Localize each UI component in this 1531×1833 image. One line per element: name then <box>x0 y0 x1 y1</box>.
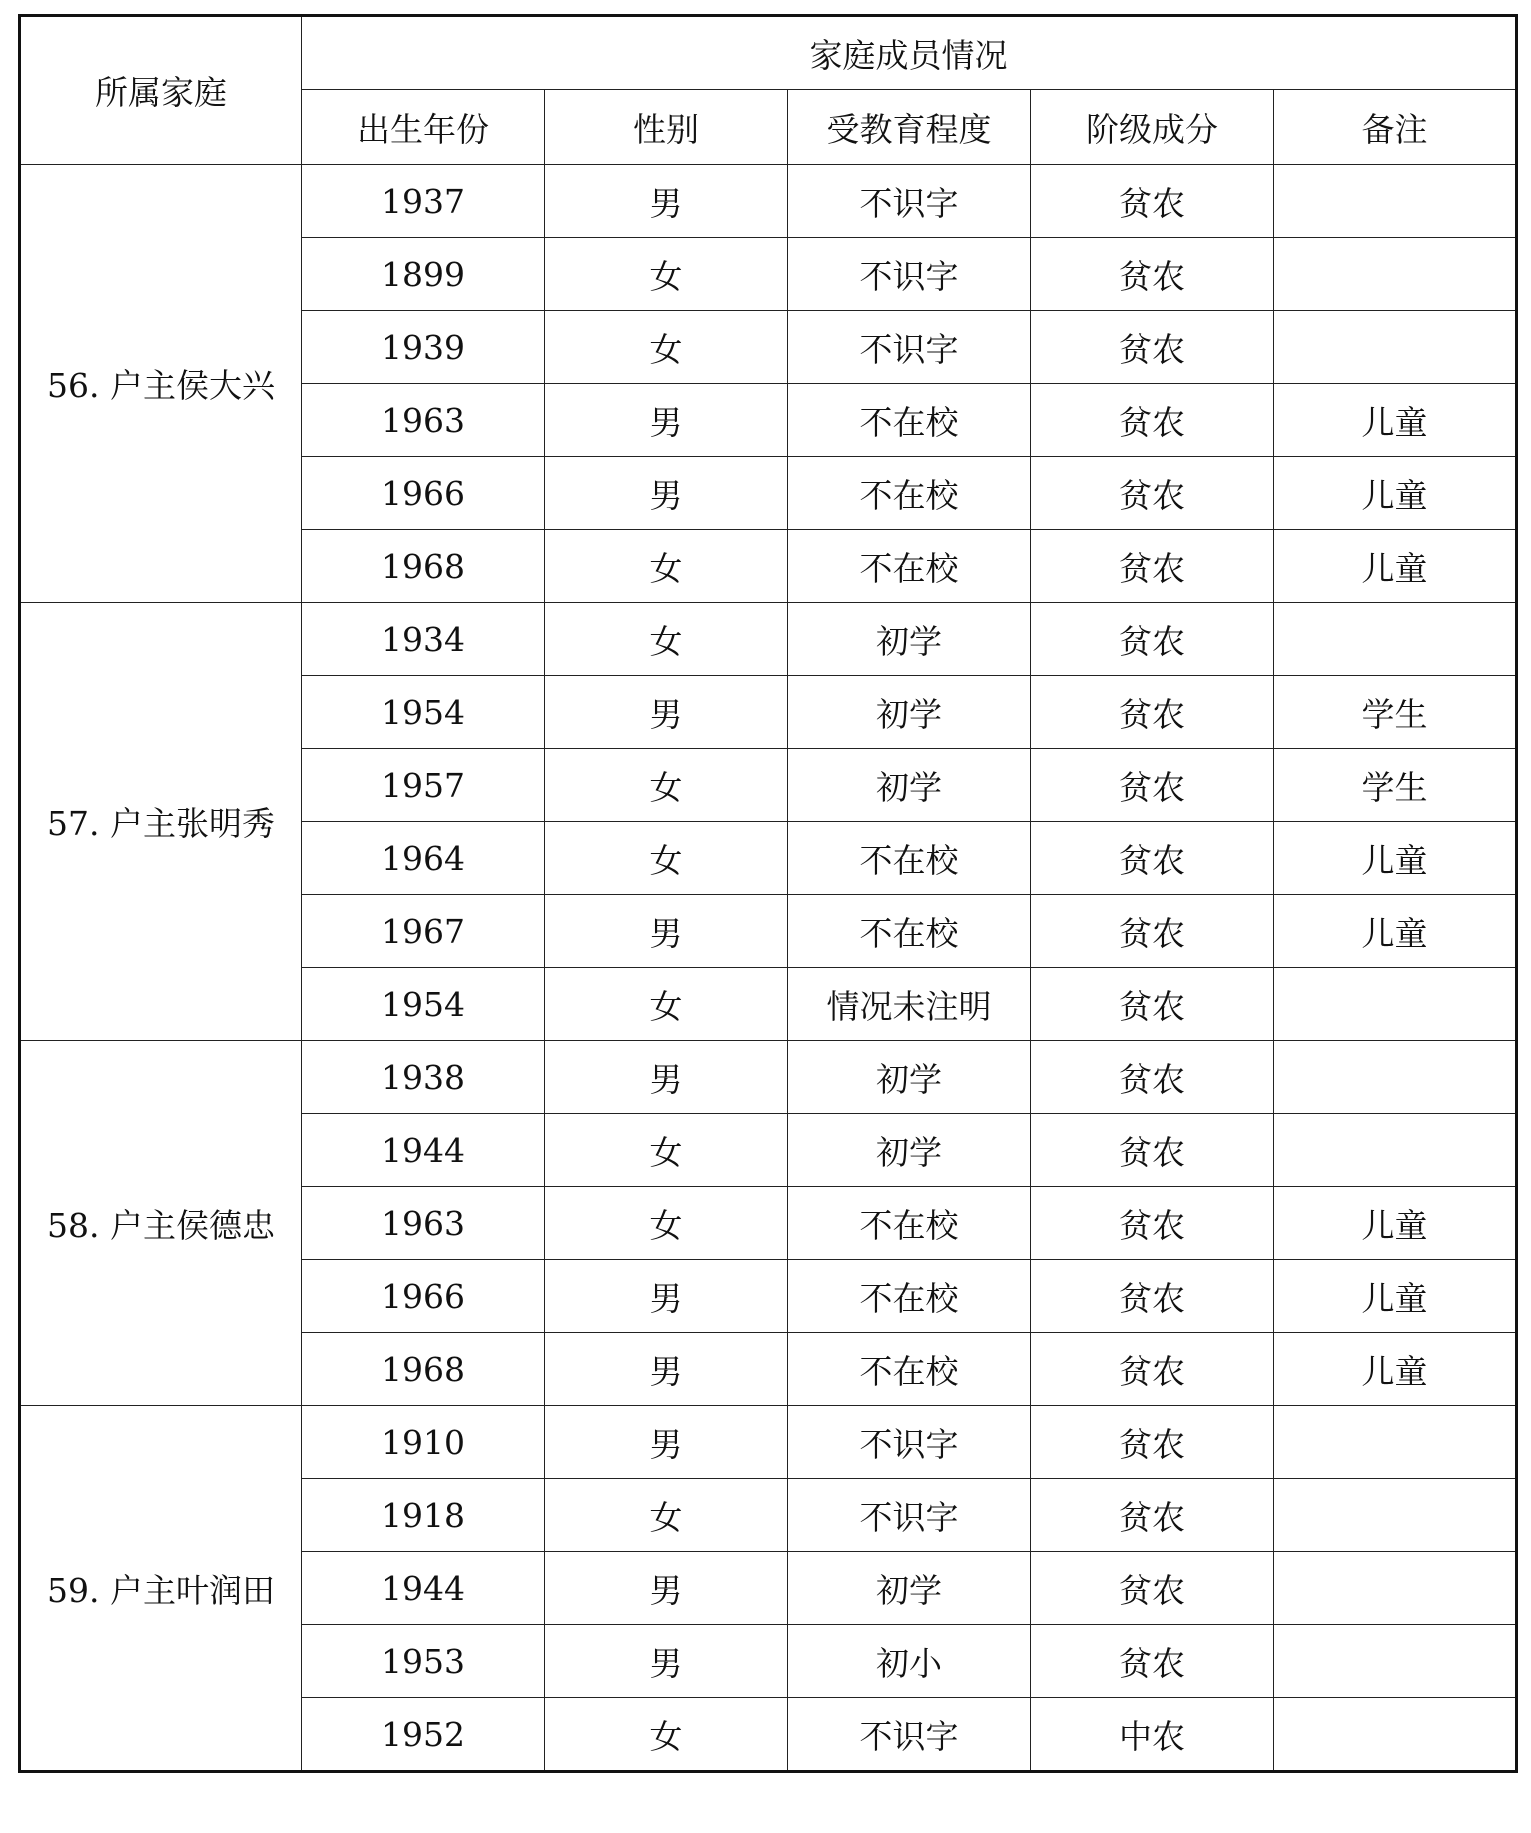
birth-year-cell: 1944 <box>302 1552 545 1625</box>
class-status-cell: 贫农 <box>1031 1552 1274 1625</box>
birth-year-cell: 1966 <box>302 457 545 530</box>
birth-year-cell: 1899 <box>302 238 545 311</box>
education-cell: 初学 <box>788 1114 1031 1187</box>
gender-cell: 男 <box>545 1333 788 1406</box>
remarks-cell <box>1274 238 1517 311</box>
birth-year-cell: 1966 <box>302 1260 545 1333</box>
gender-cell: 男 <box>545 895 788 968</box>
education-cell: 初学 <box>788 676 1031 749</box>
education-cell: 不识字 <box>788 1479 1031 1552</box>
gender-cell: 女 <box>545 822 788 895</box>
gender-cell: 男 <box>545 1406 788 1479</box>
gender-cell: 女 <box>545 1187 788 1260</box>
gender-cell: 女 <box>545 749 788 822</box>
column-header-remarks: 备注 <box>1274 90 1517 165</box>
gender-cell: 女 <box>545 968 788 1041</box>
remarks-cell: 儿童 <box>1274 457 1517 530</box>
class-status-cell: 贫农 <box>1031 238 1274 311</box>
family-members-table <box>18 14 1518 1773</box>
column-header-class-status: 阶级成分 <box>1031 90 1274 165</box>
remarks-cell: 儿童 <box>1274 1187 1517 1260</box>
gender-cell: 女 <box>545 238 788 311</box>
column-header-birth-year: 出生年份 <box>302 90 545 165</box>
remarks-cell <box>1274 1552 1517 1625</box>
family-name-cell: 56. 户主侯大兴 <box>20 165 302 603</box>
education-cell: 不在校 <box>788 530 1031 603</box>
gender-cell: 男 <box>545 1041 788 1114</box>
class-status-cell: 贫农 <box>1031 1260 1274 1333</box>
education-cell: 初学 <box>788 603 1031 676</box>
education-cell: 情况未注明 <box>788 968 1031 1041</box>
birth-year-cell: 1964 <box>302 822 545 895</box>
birth-year-cell: 1938 <box>302 1041 545 1114</box>
class-status-cell: 贫农 <box>1031 165 1274 238</box>
birth-year-cell: 1910 <box>302 1406 545 1479</box>
family-name-cell: 59. 户主叶润田 <box>20 1406 302 1772</box>
birth-year-cell: 1954 <box>302 676 545 749</box>
class-status-cell: 贫农 <box>1031 1333 1274 1406</box>
birth-year-cell: 1937 <box>302 165 545 238</box>
birth-year-cell: 1968 <box>302 1333 545 1406</box>
education-cell: 初小 <box>788 1625 1031 1698</box>
class-status-cell: 贫农 <box>1031 1479 1274 1552</box>
gender-cell: 男 <box>545 1625 788 1698</box>
table-row <box>20 165 1517 238</box>
gender-cell: 男 <box>545 384 788 457</box>
birth-year-cell: 1952 <box>302 1698 545 1772</box>
remarks-cell <box>1274 1625 1517 1698</box>
remarks-cell: 儿童 <box>1274 822 1517 895</box>
class-status-cell: 贫农 <box>1031 1187 1274 1260</box>
education-cell: 初学 <box>788 749 1031 822</box>
remarks-cell <box>1274 1406 1517 1479</box>
education-cell: 不识字 <box>788 238 1031 311</box>
education-cell: 初学 <box>788 1552 1031 1625</box>
birth-year-cell: 1968 <box>302 530 545 603</box>
class-status-cell: 贫农 <box>1031 676 1274 749</box>
table-row <box>20 603 1517 676</box>
birth-year-cell: 1918 <box>302 1479 545 1552</box>
column-header-gender: 性别 <box>545 90 788 165</box>
class-status-cell: 贫农 <box>1031 895 1274 968</box>
class-status-cell: 贫农 <box>1031 1041 1274 1114</box>
table-row <box>20 1406 1517 1479</box>
gender-cell: 男 <box>545 1552 788 1625</box>
remarks-cell: 学生 <box>1274 749 1517 822</box>
class-status-cell: 贫农 <box>1031 968 1274 1041</box>
class-status-cell: 贫农 <box>1031 822 1274 895</box>
birth-year-cell: 1957 <box>302 749 545 822</box>
education-cell: 不在校 <box>788 1333 1031 1406</box>
birth-year-cell: 1934 <box>302 603 545 676</box>
gender-cell: 男 <box>545 676 788 749</box>
class-status-cell: 贫农 <box>1031 1406 1274 1479</box>
education-cell: 不识字 <box>788 1698 1031 1772</box>
education-cell: 不在校 <box>788 822 1031 895</box>
remarks-cell <box>1274 1479 1517 1552</box>
remarks-cell <box>1274 968 1517 1041</box>
birth-year-cell: 1944 <box>302 1114 545 1187</box>
remarks-cell <box>1274 1041 1517 1114</box>
gender-cell: 女 <box>545 1479 788 1552</box>
remarks-cell <box>1274 1698 1517 1772</box>
education-cell: 初学 <box>788 1041 1031 1114</box>
header-row-1 <box>20 16 1517 90</box>
education-cell: 不在校 <box>788 1187 1031 1260</box>
gender-cell: 女 <box>545 1114 788 1187</box>
education-cell: 不在校 <box>788 1260 1031 1333</box>
birth-year-cell: 1953 <box>302 1625 545 1698</box>
class-status-cell: 贫农 <box>1031 311 1274 384</box>
remarks-cell <box>1274 1114 1517 1187</box>
remarks-cell <box>1274 603 1517 676</box>
education-cell: 不在校 <box>788 384 1031 457</box>
birth-year-cell: 1939 <box>302 311 545 384</box>
family-name-cell: 57. 户主张明秀 <box>20 603 302 1041</box>
family-name-cell: 58. 户主侯德忠 <box>20 1041 302 1406</box>
gender-cell: 女 <box>545 1698 788 1772</box>
remarks-cell: 儿童 <box>1274 1333 1517 1406</box>
column-header-education: 受教育程度 <box>788 90 1031 165</box>
remarks-cell: 儿童 <box>1274 895 1517 968</box>
birth-year-cell: 1967 <box>302 895 545 968</box>
remarks-cell <box>1274 311 1517 384</box>
family-header-cell: 所属家庭 <box>20 16 302 165</box>
class-status-cell: 贫农 <box>1031 384 1274 457</box>
class-status-cell: 贫农 <box>1031 749 1274 822</box>
class-status-cell: 贫农 <box>1031 530 1274 603</box>
education-cell: 不在校 <box>788 457 1031 530</box>
table-row <box>20 1041 1517 1114</box>
class-status-cell: 贫农 <box>1031 603 1274 676</box>
class-status-cell: 贫农 <box>1031 1625 1274 1698</box>
remarks-cell: 儿童 <box>1274 384 1517 457</box>
education-cell: 不识字 <box>788 1406 1031 1479</box>
gender-cell: 女 <box>545 311 788 384</box>
education-cell: 不在校 <box>788 895 1031 968</box>
remarks-cell: 儿童 <box>1274 530 1517 603</box>
class-status-cell: 贫农 <box>1031 1114 1274 1187</box>
birth-year-cell: 1954 <box>302 968 545 1041</box>
education-cell: 不识字 <box>788 311 1031 384</box>
gender-cell: 女 <box>545 530 788 603</box>
member-info-header-cell: 家庭成员情况 <box>302 16 1517 90</box>
birth-year-cell: 1963 <box>302 384 545 457</box>
gender-cell: 男 <box>545 457 788 530</box>
class-status-cell: 中农 <box>1031 1698 1274 1772</box>
gender-cell: 女 <box>545 603 788 676</box>
remarks-cell <box>1274 165 1517 238</box>
gender-cell: 男 <box>545 165 788 238</box>
gender-cell: 男 <box>545 1260 788 1333</box>
remarks-cell: 学生 <box>1274 676 1517 749</box>
birth-year-cell: 1963 <box>302 1187 545 1260</box>
education-cell: 不识字 <box>788 165 1031 238</box>
class-status-cell: 贫农 <box>1031 457 1274 530</box>
remarks-cell: 儿童 <box>1274 1260 1517 1333</box>
